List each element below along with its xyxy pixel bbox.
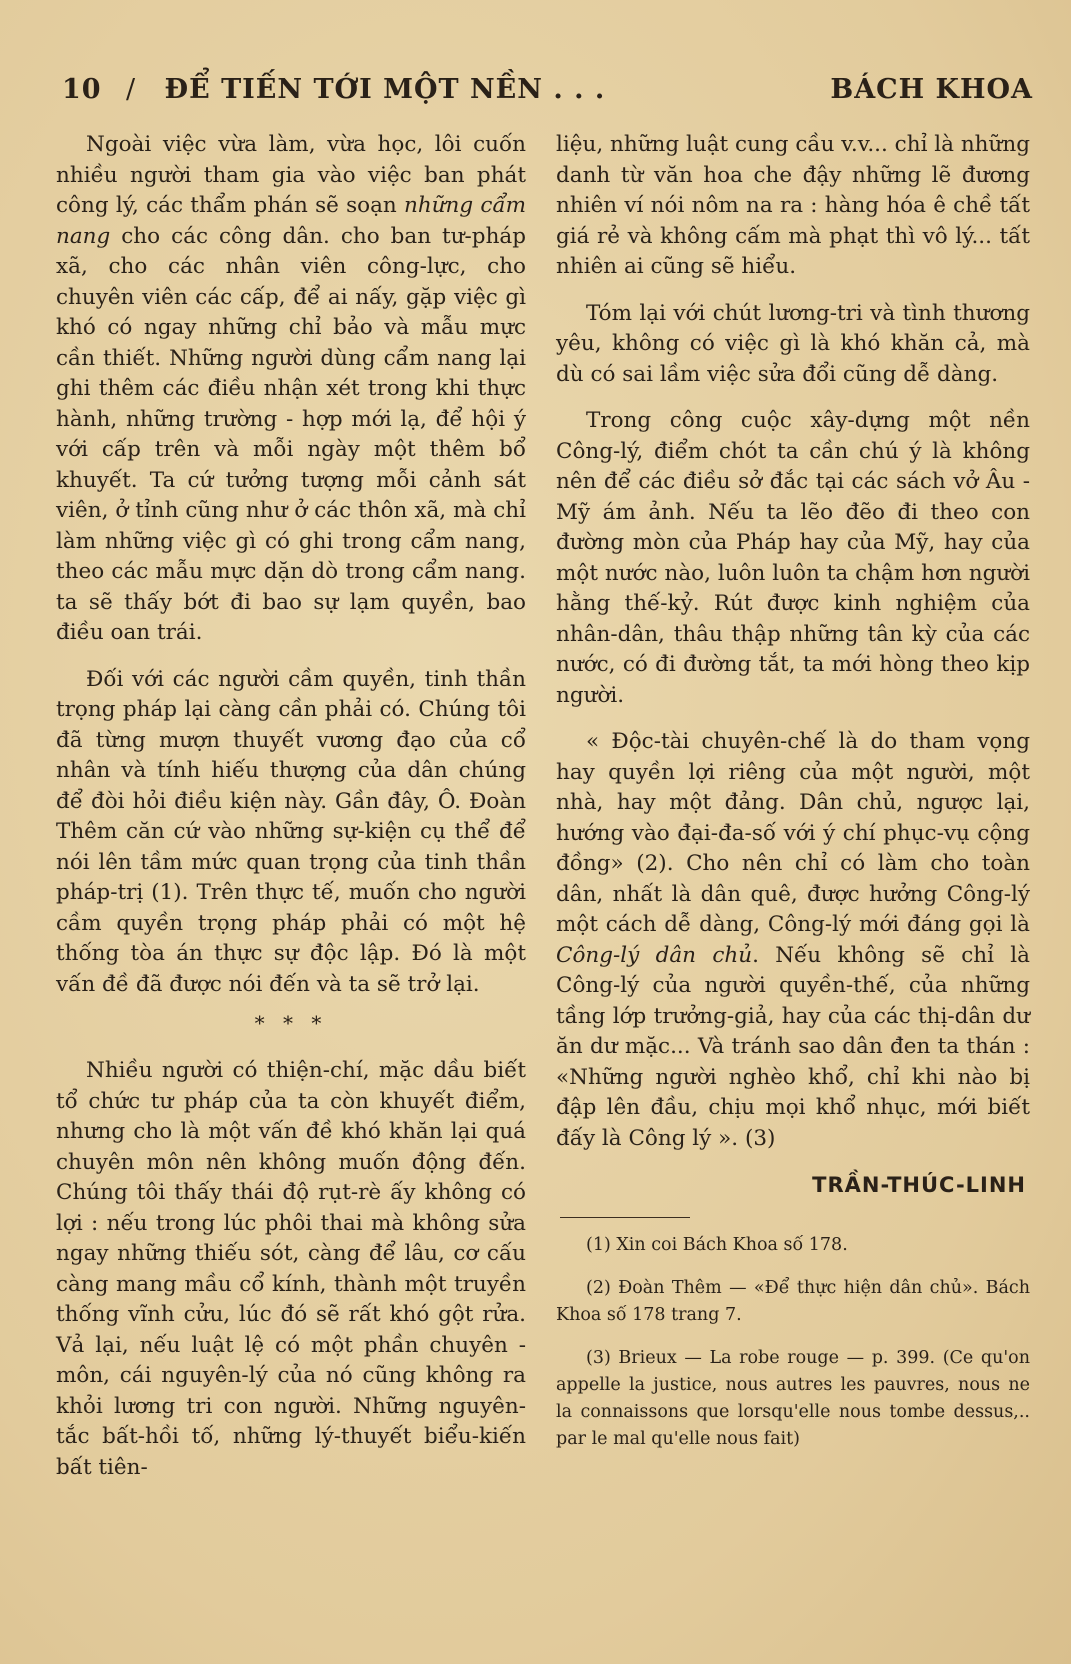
right-paragraph-2: Tóm lại với chút lương-tri và tình thương yêu, không có việc gì là khó khăn cả, mà dù có sai lầm việc sửa đổi cũng dễ dàng.: [556, 300, 1030, 387]
right-p4-text-a: « Độc-tài chuyên-chế là do tham vọng hay quyền lợi riêng của một người, một nhà, hay một đảng. Dân chủ, ngược lại, hướng vào đại-đa-số với ý chí phục-vụ cộng đồng» (2). Cho nên chỉ có làm cho toàn dân, nhất là dân quê, được hưởng Công-lý một cách dễ dàng, Công-lý mới đáng gọi là: [556, 729, 1030, 937]
right-paragraph-1: liệu, những luật cung cầu v.v... chỉ là những danh từ văn hoa che đậy những lẽ đương nhiên ví nói nôm na ra : hàng hóa ê chề tất giá rẻ và không cấm mà phạt thì vô lý... tất nhiên ai cũng sẽ hiểu.: [556, 132, 1030, 279]
header-left: [62, 74, 605, 105]
author-signature: TRẦN-THÚC-LINH: [812, 1173, 1026, 1197]
page-number: 10: [62, 74, 102, 105]
page-header: [62, 62, 1033, 112]
right-p4-italic: Công-lý dân chủ: [556, 942, 753, 968]
left-paragraph-3: Nhiều người có thiện-chí, mặc dầu biết tổ chức tư pháp của ta còn khuyết điểm, nhưng cho là một vấn đề khó khăn lại quá chuyên môn nên không muốn động đến. Chúng tôi thấy thái độ rụt-rè ấy không có lợi : nếu trong lúc phôi thai mà không sửa ngay những thiếu sót, càng để lâu, cơ cấu càng mang mầu cổ kính, thành một truyền thống vĩnh cửu, lúc đó sẽ rất khó gột rửa. Vả lại, nếu luật lệ có một phần chuyên - môn, cái nguyên-lý của nó cũng không ra khỏi lương tri con người. Những nguyên-tắc bất-hồi tố, những lý-thuyết biểu-kiến bất tiên-: [56, 1058, 526, 1480]
running-title: ĐỂ TIẾN TỚI MỘT NỀN . . .: [164, 74, 606, 105]
left-p1-italic: những cẩm nang: [56, 193, 527, 249]
right-p4-text-b: . Nếu không sẽ chỉ là Công-lý của người quyền-thế, của những tầng lớp trưởng-giả, hay của các thị-dân dư ăn dư mặc... Và tránh sao dân đen ta thán : «Những người nghèo khổ, chỉ khi nào bị đập lên đầu, chịu mọi khổ nhục, mới biết đấy là Công lý ». (3): [556, 942, 1030, 1151]
footnote-3: (3) Brieux — La robe rouge — p. 399. (Ce qu'on appelle la justice, nous autres les pauvres, nous ne la connaissons que lorsqu'elle nous tombe dessus,.. par le mal qu'elle nous fait): [556, 1347, 1030, 1449]
right-column: [556, 130, 1030, 1469]
magazine-name: BÁCH KHOA: [830, 74, 1033, 105]
left-paragraph-2: Đối với các người cầm quyền, tinh thần trọng pháp lại càng cần phải có. Chúng tôi đã từng mượn thuyết vương đạo của cổ nhân và tính hiếu thượng của dân chúng để đòi hỏi điều kiện này. Gần đây, Ô. Đoàn Thêm căn cứ vào những sự-kiện cụ thể để nói lên tầm mức quan trọng của tinh thần pháp-trị (1). Trên thực tế, muốn cho người cầm quyền trọng pháp phải có một hệ thống tòa án thực sự độc lập. Đó là một vấn đề đã được nói đến và ta sẽ trở lại.: [56, 666, 526, 997]
footnote-1: (1) Xin coi Bách Khoa số 178.: [586, 1234, 848, 1255]
footnote-2: (2) Đoàn Thêm — «Để thực hiện dân chủ». Bách Khoa số 178 trang 7.: [556, 1277, 1030, 1325]
left-column: [56, 130, 526, 1499]
section-break-stars: * * *: [254, 1011, 328, 1035]
left-p1-text-a: Ngoài việc vừa làm, vừa học, lôi cuốn nhiều người tham gia vào việc ban phát công lý, các thẩm phán sẽ soạn: [56, 132, 526, 218]
right-paragraph-4: [556, 727, 1030, 1154]
header-separator: /: [125, 74, 137, 105]
left-paragraph-1: [56, 130, 526, 649]
footnote-rule: [560, 1217, 690, 1218]
left-p1-text-b: cho các công dân. cho ban tư-pháp xã, cho các nhân viên công-lực, cho chuyên viên các cấp, để ai nấy, gặp việc gì khó có ngay những chỉ bảo và mẫu mực cần thiết. Những người dùng cẩm nang lại ghi thêm các điều nhận xét trong khi thực hành, những trường - hợp mới lạ, để hội ý với cấp trên và mỗi ngày một thêm bổ khuyết. Ta cứ tưởng tượng mỗi cảnh sát viên, ở tỉnh cũng như ở các thôn xã, mà chỉ làm những việc gì có ghi trong cẩm nang, theo các mẫu mực dặn dò trong cẩm nang. ta sẽ thấy bớt đi bao sự lạm quyền, bao điều oan trái.: [56, 223, 526, 645]
right-paragraph-3: Trong công cuộc xây-dựng một nền Công-lý, điểm chót ta cần chú ý là không nên để các điều sở đắc tại các sách vở Âu - Mỹ ám ảnh. Nếu ta lẽo đẽo đi theo con đường mòn của Pháp hay của Mỹ, hay của một nước nào, luôn luôn ta chậm hơn người hằng thế-kỷ. Rút được kinh nghiệm của nhân-dân, thâu thập những tân kỳ của các nước, có đi đường tắt, ta mới hòng theo kịp người.: [556, 408, 1030, 708]
